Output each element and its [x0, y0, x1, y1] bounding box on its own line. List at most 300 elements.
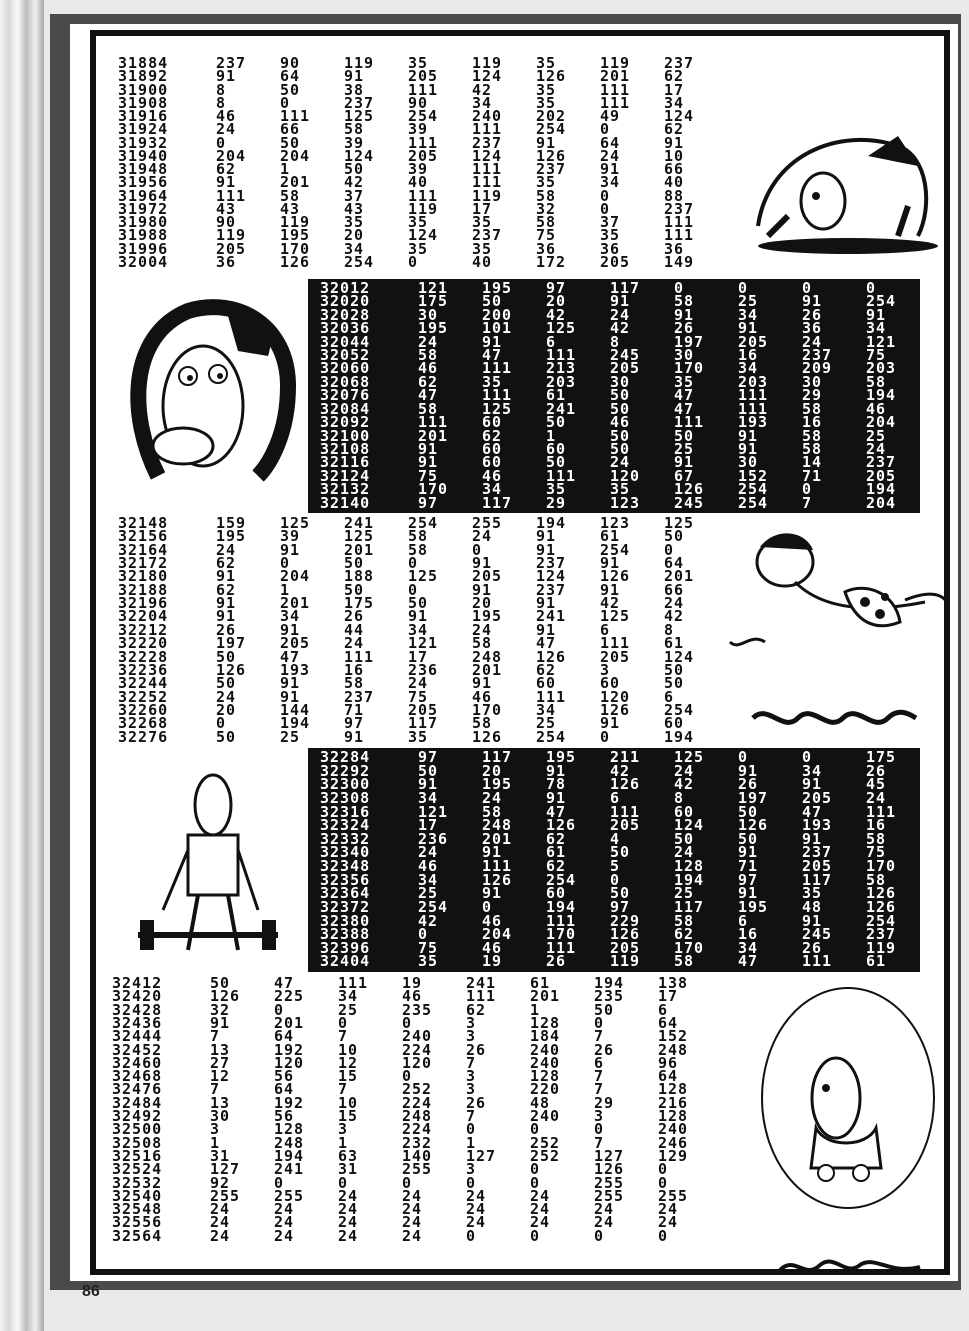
row-value: 0	[472, 540, 483, 559]
row-value: 42	[664, 607, 685, 626]
row-value: 184	[530, 1027, 561, 1046]
row-value: 237	[536, 580, 567, 599]
row-address: 32460	[112, 1053, 163, 1072]
row-value: 25	[674, 884, 695, 903]
row-value: 97	[738, 870, 759, 889]
row-value: 7	[466, 1107, 477, 1125]
row-value: 24	[600, 146, 621, 165]
row-value: 16	[802, 413, 823, 432]
row-value: 40	[408, 173, 429, 192]
row-value: 128	[530, 1067, 561, 1086]
row-value: 34	[418, 788, 439, 807]
row-value: 237	[344, 93, 375, 112]
row-value: 236	[418, 829, 449, 848]
row-value: 0	[274, 1000, 285, 1019]
row-value: 195	[546, 748, 577, 766]
row-value: 125	[344, 107, 375, 125]
row-value: 24	[610, 305, 631, 324]
row-address: 32092	[320, 413, 371, 432]
row-value: 0	[274, 1173, 285, 1192]
row-value: 34	[408, 620, 429, 639]
row-value: 3	[594, 1107, 605, 1125]
row-value: 91	[280, 540, 301, 559]
row-value: 175	[866, 748, 897, 766]
row-value: 67	[674, 466, 695, 485]
row-value: 120	[610, 466, 641, 485]
row-value: 119	[600, 54, 631, 72]
row-address: 31940	[118, 146, 169, 165]
row-value: 126	[216, 660, 247, 679]
row-value: 46	[866, 399, 887, 418]
row-value: 91	[482, 843, 503, 862]
row-value: 0	[594, 1226, 605, 1245]
row-value: 24	[210, 1200, 231, 1219]
row-value: 120	[274, 1053, 305, 1072]
row-value: 201	[280, 173, 311, 192]
row-value: 111	[472, 173, 503, 192]
row-value: 24	[216, 540, 237, 559]
row-value: 4	[610, 829, 621, 848]
row-value: 3	[210, 1120, 221, 1139]
row-value: 62	[216, 580, 237, 599]
row-value: 24	[664, 594, 685, 613]
row-address: 32492	[112, 1107, 163, 1125]
row-value: 50	[216, 727, 237, 746]
row-value: 0	[658, 1173, 669, 1192]
row-value: 46	[216, 107, 237, 125]
row-value: 201	[664, 567, 695, 586]
row-value: 111	[674, 413, 705, 432]
row-value: 91	[472, 674, 493, 693]
row-value: 35	[536, 173, 557, 192]
row-value: 13	[210, 1040, 231, 1059]
row-value: 0	[664, 540, 675, 559]
row-value: 58	[866, 870, 887, 889]
row-value: 24	[338, 1213, 359, 1232]
row-value: 194	[674, 870, 705, 889]
row-address: 32396	[320, 938, 371, 957]
row-value: 71	[344, 700, 365, 719]
row-value: 46	[482, 911, 503, 930]
row-value: 46	[418, 857, 439, 875]
stretching-man-cartoon	[728, 96, 940, 261]
row-value: 58	[408, 540, 429, 559]
row-value: 34	[802, 761, 823, 780]
row-value: 16	[344, 660, 365, 679]
row-value: 224	[402, 1120, 433, 1139]
row-value: 1	[280, 160, 291, 178]
row-value: 35	[408, 213, 429, 231]
row-value: 0	[594, 1120, 605, 1139]
row-value: 91	[418, 453, 439, 472]
row-value: 126	[600, 567, 631, 586]
row-value: 194	[280, 714, 311, 733]
row-address: 32444	[112, 1027, 163, 1046]
row-value: 10	[664, 146, 685, 165]
row-value: 0	[530, 1226, 541, 1245]
row-value: 0	[600, 186, 611, 205]
row-value: 26	[738, 775, 759, 794]
row-value: 111	[338, 974, 369, 992]
row-value: 0	[738, 748, 749, 766]
row-value: 24	[418, 843, 439, 862]
row-value: 91	[216, 173, 237, 192]
row-value: 111	[408, 133, 439, 152]
row-value: 205	[216, 239, 247, 258]
row-address: 32068	[320, 372, 371, 391]
row-value: 117	[482, 748, 513, 766]
diving-man-cartoon	[725, 522, 953, 672]
row-value: 121	[418, 279, 449, 297]
row-value: 124	[408, 226, 439, 245]
row-value: 126	[610, 775, 641, 794]
row-value: 175	[344, 594, 375, 613]
row-value: 62	[546, 857, 567, 875]
row-address: 32556	[112, 1213, 163, 1232]
row-value: 24	[610, 453, 631, 472]
row-value: 111	[482, 359, 513, 378]
row-value: 91	[472, 580, 493, 599]
row-value: 117	[482, 493, 513, 512]
row-value: 66	[664, 160, 685, 178]
row-value: 117	[802, 870, 833, 889]
row-value: 254	[738, 480, 769, 499]
row-value: 47	[674, 399, 695, 418]
row-value: 6	[658, 1000, 669, 1019]
row-value: 91	[280, 674, 301, 693]
row-value: 124	[472, 67, 503, 86]
row-value: 6	[600, 620, 611, 639]
row-value: 111	[546, 466, 577, 485]
row-value: 48	[802, 897, 823, 916]
row-value: 111	[216, 186, 247, 205]
row-value: 42	[418, 911, 439, 930]
row-value: 3	[466, 1013, 477, 1032]
row-value: 193	[802, 816, 833, 835]
row-value: 252	[530, 1133, 561, 1152]
row-value: 0	[530, 1120, 541, 1139]
row-value: 195	[418, 319, 449, 338]
row-value: 24	[402, 1200, 423, 1219]
row-value: 64	[274, 1080, 295, 1099]
row-value: 91	[600, 160, 621, 178]
row-value: 205	[280, 634, 311, 653]
row-value: 25	[536, 714, 557, 733]
row-value: 6	[546, 332, 557, 351]
row-value: 0	[466, 1173, 477, 1192]
row-value: 30	[418, 305, 439, 324]
row-value: 26	[344, 607, 365, 626]
row-value: 26	[466, 1040, 487, 1059]
row-value: 126	[610, 925, 641, 944]
row-value: 20	[482, 761, 503, 780]
row-value: 7	[338, 1080, 349, 1099]
row-value: 111	[600, 634, 631, 653]
row-value: 91	[600, 580, 621, 599]
row-value: 140	[402, 1146, 433, 1165]
row-value: 192	[274, 1040, 305, 1059]
row-address: 32180	[118, 567, 169, 586]
row-value: 34	[536, 700, 557, 719]
row-value: 121	[408, 634, 439, 653]
row-address: 31964	[118, 186, 169, 205]
row-value: 240	[530, 1053, 561, 1072]
row-value: 3	[466, 1067, 477, 1086]
row-value: 201	[274, 1013, 305, 1032]
row-value: 195	[472, 607, 503, 626]
row-address: 32188	[118, 580, 169, 599]
row-value: 3	[466, 1027, 477, 1046]
row-value: 35	[408, 54, 429, 72]
row-value: 30	[210, 1107, 231, 1125]
row-address: 32332	[320, 829, 371, 848]
row-value: 126	[536, 146, 567, 165]
row-value: 43	[344, 199, 365, 218]
row-value: 0	[594, 1013, 605, 1032]
row-value: 91	[536, 133, 557, 152]
row-value: 0	[738, 279, 749, 297]
row-value: 209	[802, 359, 833, 378]
row-value: 0	[610, 870, 621, 889]
row-value: 237	[664, 199, 695, 218]
row-value: 24	[530, 1200, 551, 1219]
row-value: 91	[546, 761, 567, 780]
row-value: 97	[546, 279, 567, 297]
row-value: 119	[866, 938, 897, 957]
row-value: 34	[344, 239, 365, 258]
row-value: 46	[472, 687, 493, 706]
row-value: 35	[482, 372, 503, 391]
row-value: 224	[402, 1040, 433, 1059]
row-value: 211	[610, 748, 641, 766]
row-value: 58	[418, 399, 439, 418]
row-value: 34	[338, 987, 359, 1006]
row-value: 6	[594, 1053, 605, 1072]
row-value: 129	[658, 1146, 689, 1165]
row-value: 62	[466, 1000, 487, 1019]
row-value: 159	[216, 514, 247, 532]
row-value: 58	[802, 399, 823, 418]
row-value: 24	[472, 620, 493, 639]
row-value: 254	[546, 870, 577, 889]
row-value: 255	[210, 1186, 241, 1205]
row-value: 252	[402, 1080, 433, 1099]
corner-squiggle	[775, 1255, 925, 1281]
row-value: 64	[664, 554, 685, 573]
row-value: 120	[600, 687, 631, 706]
row-value: 111	[472, 120, 503, 139]
row-value: 75	[408, 687, 429, 706]
row-value: 111	[546, 911, 577, 930]
row-address: 32156	[118, 527, 169, 546]
row-value: 205	[408, 146, 439, 165]
row-address: 32372	[320, 897, 371, 916]
row-value: 124	[536, 567, 567, 586]
row-value: 237	[344, 687, 375, 706]
row-value: 255	[402, 1160, 433, 1179]
row-value: 29	[802, 386, 823, 405]
row-value: 237	[866, 453, 897, 472]
row-address: 32356	[320, 870, 371, 889]
row-value: 205	[802, 788, 833, 807]
row-address: 32276	[118, 727, 169, 746]
row-value: 91	[536, 620, 557, 639]
row-value: 50	[216, 674, 237, 693]
row-value: 111	[408, 186, 439, 205]
row-value: 220	[530, 1080, 561, 1099]
row-value: 237	[472, 133, 503, 152]
row-value: 0	[216, 133, 227, 152]
row-value: 127	[594, 1146, 625, 1165]
row-value: 195	[280, 226, 311, 245]
row-value: 24	[466, 1186, 487, 1205]
row-address: 32404	[320, 952, 371, 971]
row-value: 61	[546, 386, 567, 405]
row-value: 126	[280, 252, 311, 271]
row-value: 245	[802, 925, 833, 944]
row-value: 111	[664, 213, 695, 231]
row-value: 35	[536, 54, 557, 72]
row-value: 35	[600, 226, 621, 245]
row-value: 203	[546, 372, 577, 391]
row-value: 91	[802, 911, 823, 930]
row-value: 194	[594, 974, 625, 992]
row-value: 91	[344, 727, 365, 746]
row-value: 10	[338, 1093, 359, 1112]
row-value: 47	[674, 386, 695, 405]
row-value: 1	[338, 1133, 349, 1152]
row-value: 125	[674, 748, 705, 766]
row-value: 62	[216, 160, 237, 178]
row-value: 24	[530, 1213, 551, 1232]
row-value: 97	[610, 897, 631, 916]
row-address: 32476	[112, 1080, 163, 1099]
row-value: 1	[530, 1000, 541, 1019]
row-value: 119	[472, 186, 503, 205]
row-value: 201	[280, 594, 311, 613]
row-value: 111	[472, 160, 503, 178]
row-value: 46	[610, 413, 631, 432]
row-value: 17	[418, 816, 439, 835]
row-value: 117	[610, 279, 641, 297]
row-address: 31924	[118, 120, 169, 139]
row-value: 42	[610, 319, 631, 338]
data-block-1	[118, 54, 718, 272]
row-value: 128	[530, 1013, 561, 1032]
row-value: 43	[216, 199, 237, 218]
row-value: 92	[210, 1173, 231, 1192]
row-value: 197	[738, 788, 769, 807]
row-value: 203	[738, 372, 769, 391]
row-address: 32308	[320, 788, 371, 807]
row-value: 24	[802, 332, 823, 351]
row-value: 91	[738, 426, 759, 445]
row-value: 50	[610, 399, 631, 418]
row-value: 24	[338, 1186, 359, 1205]
row-value: 20	[216, 700, 237, 719]
page-number: 86	[82, 1283, 100, 1300]
row-address: 31908	[118, 93, 169, 112]
row-value: 91	[408, 607, 429, 626]
row-address: 32452	[112, 1040, 163, 1059]
row-value: 237	[802, 346, 833, 365]
row-value: 34	[738, 938, 759, 957]
row-value: 125	[664, 514, 695, 532]
row-value: 111	[418, 413, 449, 432]
row-value: 50	[664, 674, 685, 693]
row-value: 26	[216, 620, 237, 639]
row-address: 31900	[118, 80, 169, 99]
row-value: 14	[802, 453, 823, 472]
row-address: 32420	[112, 987, 163, 1006]
row-value: 45	[866, 775, 887, 794]
row-value: 119	[408, 199, 439, 218]
row-address: 32364	[320, 884, 371, 903]
row-value: 237	[802, 843, 833, 862]
row-value: 91	[482, 332, 503, 351]
row-value: 254	[664, 700, 695, 719]
row-value: 126	[536, 67, 567, 86]
row-value: 7	[594, 1027, 605, 1046]
row-value: 58	[674, 292, 695, 311]
row-value: 170	[280, 239, 311, 258]
row-value: 254	[418, 897, 449, 916]
row-value: 126	[738, 816, 769, 835]
row-value: 34	[418, 870, 439, 889]
row-value: 71	[738, 857, 759, 875]
row-value: 111	[610, 802, 641, 821]
row-value: 36	[536, 239, 557, 258]
row-address: 32284	[320, 748, 371, 766]
row-value: 1	[546, 426, 557, 445]
row-value: 58	[472, 634, 493, 653]
row-value: 255	[594, 1186, 625, 1205]
row-value: 193	[280, 660, 311, 679]
row-value: 126	[594, 1160, 625, 1179]
row-value: 20	[546, 292, 567, 311]
row-address: 32084	[320, 399, 371, 418]
row-value: 128	[658, 1080, 689, 1099]
row-value: 117	[674, 897, 705, 916]
row-value: 19	[402, 974, 423, 992]
row-value: 7	[594, 1080, 605, 1099]
row-value: 35	[472, 239, 493, 258]
row-address: 32524	[112, 1160, 163, 1179]
row-value: 194	[866, 386, 897, 405]
row-value: 152	[658, 1027, 689, 1046]
row-value: 245	[674, 493, 705, 512]
row-value: 194	[274, 1146, 305, 1165]
row-address: 32108	[320, 439, 371, 458]
row-value: 20	[472, 594, 493, 613]
row-value: 119	[610, 952, 641, 971]
row-value: 62	[418, 372, 439, 391]
row-value: 0	[418, 925, 429, 944]
row-value: 91	[280, 687, 301, 706]
row-value: 1	[210, 1133, 221, 1152]
row-value: 66	[664, 580, 685, 599]
row-value: 50	[344, 580, 365, 599]
row-address: 32052	[320, 346, 371, 365]
row-address: 32244	[118, 674, 169, 693]
row-value: 170	[866, 857, 897, 875]
data-block-5	[112, 974, 722, 1246]
row-value: 0	[402, 1173, 413, 1192]
row-value: 91	[738, 884, 759, 903]
row-value: 138	[658, 974, 689, 992]
row-value: 34	[280, 607, 301, 626]
row-value: 3	[338, 1120, 349, 1139]
